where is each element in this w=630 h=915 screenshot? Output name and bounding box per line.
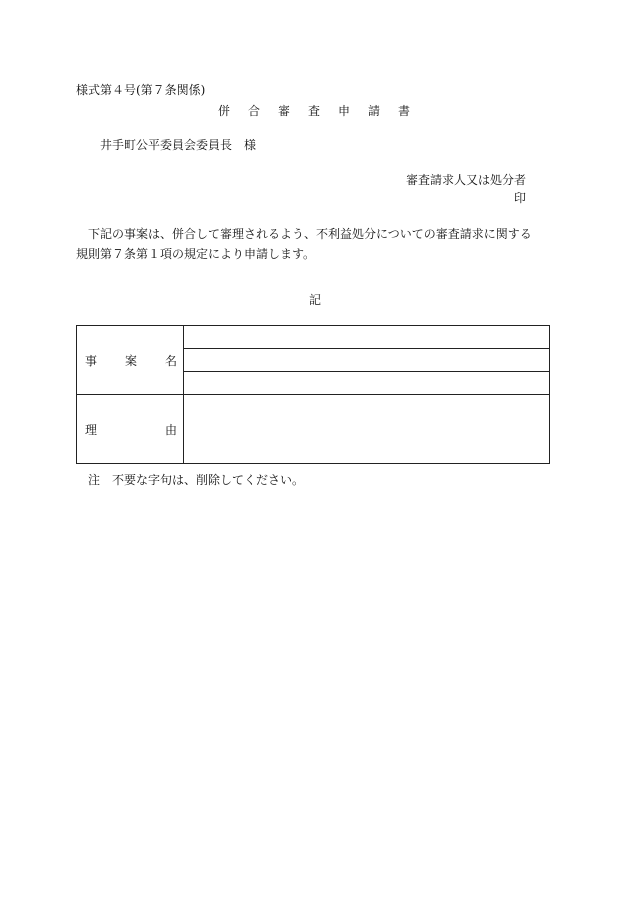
body-line-1: 下記の事案は、併合して審理されるよう、不利益処分についての審査請求に関する [88, 227, 532, 241]
title-char: 申 [338, 104, 353, 118]
reason-label [77, 421, 183, 438]
case-name-label-cell [77, 326, 184, 395]
title-char: 書 [398, 104, 413, 118]
case-name-field-2[interactable] [184, 349, 550, 372]
title-char: 併 [217, 104, 232, 118]
label-char: 名 [164, 353, 177, 368]
title-char: 査 [307, 104, 322, 118]
label-char: 理 [85, 422, 98, 437]
record-table [76, 325, 550, 464]
ki-heading: 記 [308, 293, 321, 307]
case-name-field-1[interactable] [184, 326, 550, 349]
reason-field[interactable] [184, 395, 550, 464]
label-char: 案 [124, 353, 137, 368]
form-number: 様式第４号(第７条関係) [76, 83, 206, 97]
label-char: 由 [164, 422, 177, 437]
note: 注 不要な字句は、削除してください。 [88, 473, 305, 487]
body-line-2: 規則第７条第１項の規定により申請します。 [76, 247, 316, 261]
title-char: 審 [277, 104, 292, 118]
body-text [76, 224, 536, 264]
label-char: 事 [85, 353, 98, 368]
document-title [0, 103, 630, 119]
case-name-label [77, 352, 183, 369]
title-char: 請 [368, 104, 383, 118]
reason-label-cell [77, 395, 184, 464]
addressee: 井手町公平委員会委員長 様 [100, 138, 257, 152]
title-char: 合 [247, 104, 262, 118]
case-name-field-3[interactable] [184, 372, 550, 395]
applicant-label: 審査請求人又は処分者 [405, 173, 526, 187]
seal-mark: 印 [513, 191, 526, 205]
